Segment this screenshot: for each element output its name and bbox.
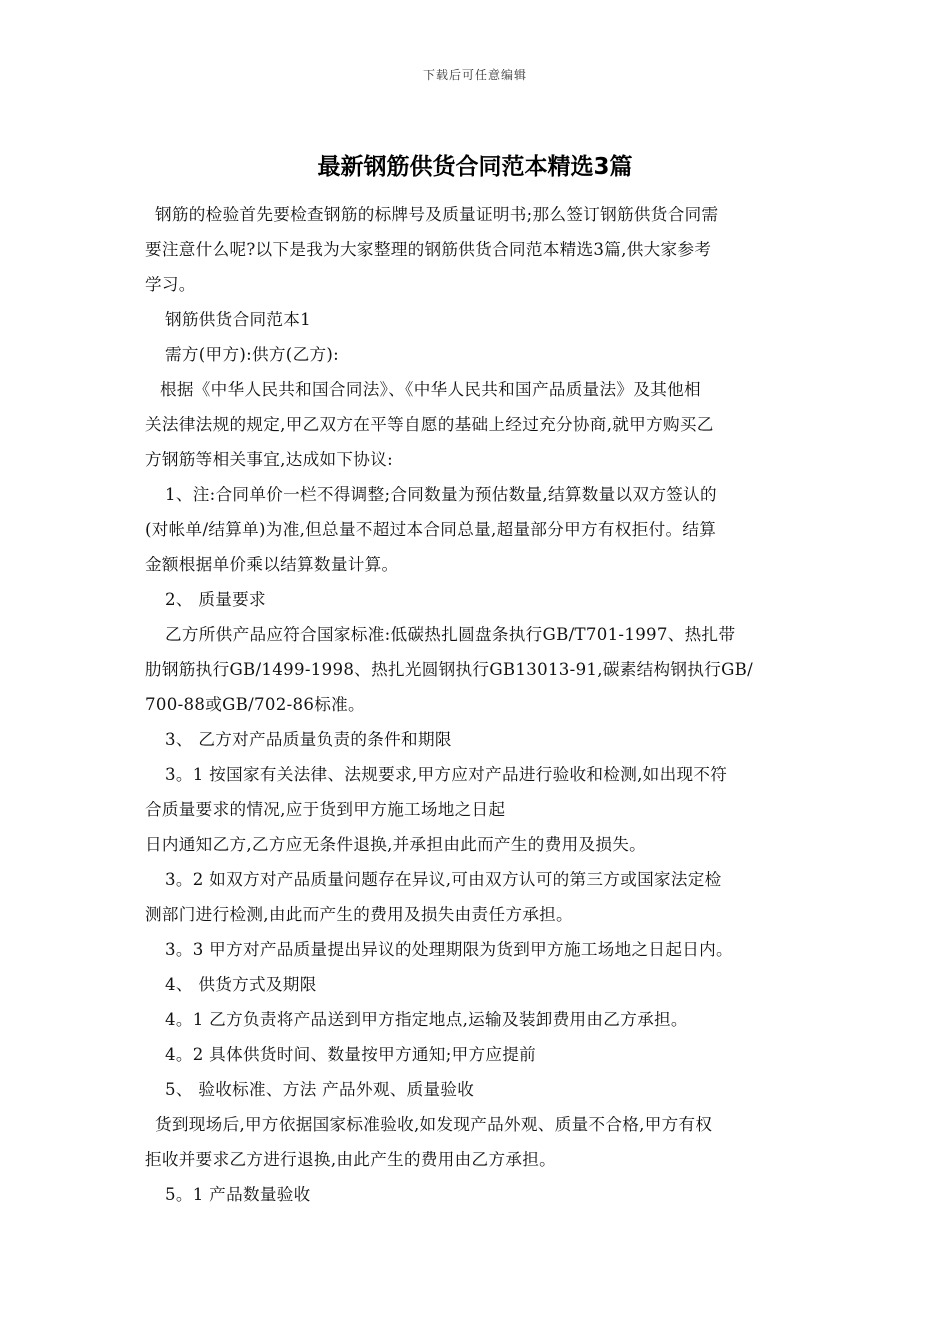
paragraph-line: 3。1 按国家有关法律、法规要求,甲方应对产品进行验收和检测,如出现不符 bbox=[165, 765, 728, 784]
paragraph-line: (对帐单/结算单)为准,但总量不超过本合同总量,超量部分甲方有权拒付。结算 bbox=[145, 520, 717, 539]
paragraph-line: 3。2 如双方对产品质量问题存在异议,可由双方认可的第三方或国家法定检 bbox=[165, 870, 722, 889]
paragraph-line: 根据《中华人民共和国合同法》、《中华人民共和国产品质量法》及其他相 bbox=[160, 380, 701, 399]
paragraph-line: 方钢筋等相关事宜,达成如下协议: bbox=[145, 450, 393, 469]
paragraph-line: 3。3 甲方对产品质量提出异议的处理期限为货到甲方施工场地之日起日内。 bbox=[165, 940, 733, 959]
document-title: 最新钢筋供货合同范本精选3篇 bbox=[317, 154, 633, 180]
paragraph-line: 4。2 具体供货时间、数量按甲方通知;甲方应提前 bbox=[165, 1045, 537, 1064]
section-heading: 4、 供货方式及期限 bbox=[165, 975, 317, 994]
section-heading: 2、 质量要求 bbox=[165, 590, 266, 609]
paragraph-line: 学习。 bbox=[145, 275, 196, 294]
paragraph-line: 肋钢筋执行GB/1499-1998、热扎光圆钢执行GB13013-91,碳素结构钢执行GB/ bbox=[145, 660, 754, 679]
paragraph-line: 700-88或GB/702-86标准。 bbox=[145, 695, 365, 714]
section-heading: 5。1 产品数量验收 bbox=[165, 1185, 311, 1204]
paragraph-line: 合质量要求的情况,应于货到甲方施工场地之日起 bbox=[145, 800, 506, 819]
paragraph-line: 关法律法规的规定,甲乙双方在平等自愿的基础上经过充分协商,就甲方购买乙 bbox=[145, 415, 714, 434]
section-heading: 钢筋供货合同范本1 bbox=[165, 310, 312, 329]
paragraph-line: 乙方所供产品应符合国家标准:低碳热扎圆盘条执行GB/T701-1997、热扎带 bbox=[165, 625, 736, 644]
section-heading: 5、 验收标准、方法 产品外观、质量验收 bbox=[165, 1080, 475, 1099]
paragraph-line: 日内通知乙方,乙方应无条件退换,并承担由此而产生的费用及损失。 bbox=[145, 835, 647, 854]
document-body bbox=[145, 197, 810, 1212]
paragraph-line: 4。1 乙方负责将产品送到甲方指定地点,运输及装卸费用由乙方承担。 bbox=[165, 1010, 688, 1029]
section-heading: 3、 乙方对产品质量负责的条件和期限 bbox=[165, 730, 452, 749]
header-note: 下载后可任意编辑 bbox=[422, 68, 527, 82]
paragraph-line: 需方(甲方):供方(乙方): bbox=[165, 345, 340, 364]
paragraph-line: 测部门进行检测,由此而产生的费用及损失由责任方承担。 bbox=[145, 905, 573, 924]
paragraph-line: 金额根据单价乘以结算数量计算。 bbox=[145, 555, 399, 574]
paragraph-line: 货到现场后,甲方依据国家标准验收,如发现产品外观、质量不合格,甲方有权 bbox=[155, 1115, 713, 1134]
paragraph-line: 拒收并要求乙方进行退换,由此产生的费用由乙方承担。 bbox=[145, 1150, 557, 1169]
paragraph-line: 要注意什么呢?以下是我为大家整理的钢筋供货合同范本精选3篇,供大家参考 bbox=[145, 240, 712, 259]
paragraph-line: 钢筋的检验首先要检查钢筋的标牌号及质量证明书;那么签订钢筋供货合同需 bbox=[155, 205, 719, 224]
paragraph-line: 1、注:合同单价一栏不得调整;合同数量为预估数量,结算数量以双方签认的 bbox=[165, 485, 717, 504]
